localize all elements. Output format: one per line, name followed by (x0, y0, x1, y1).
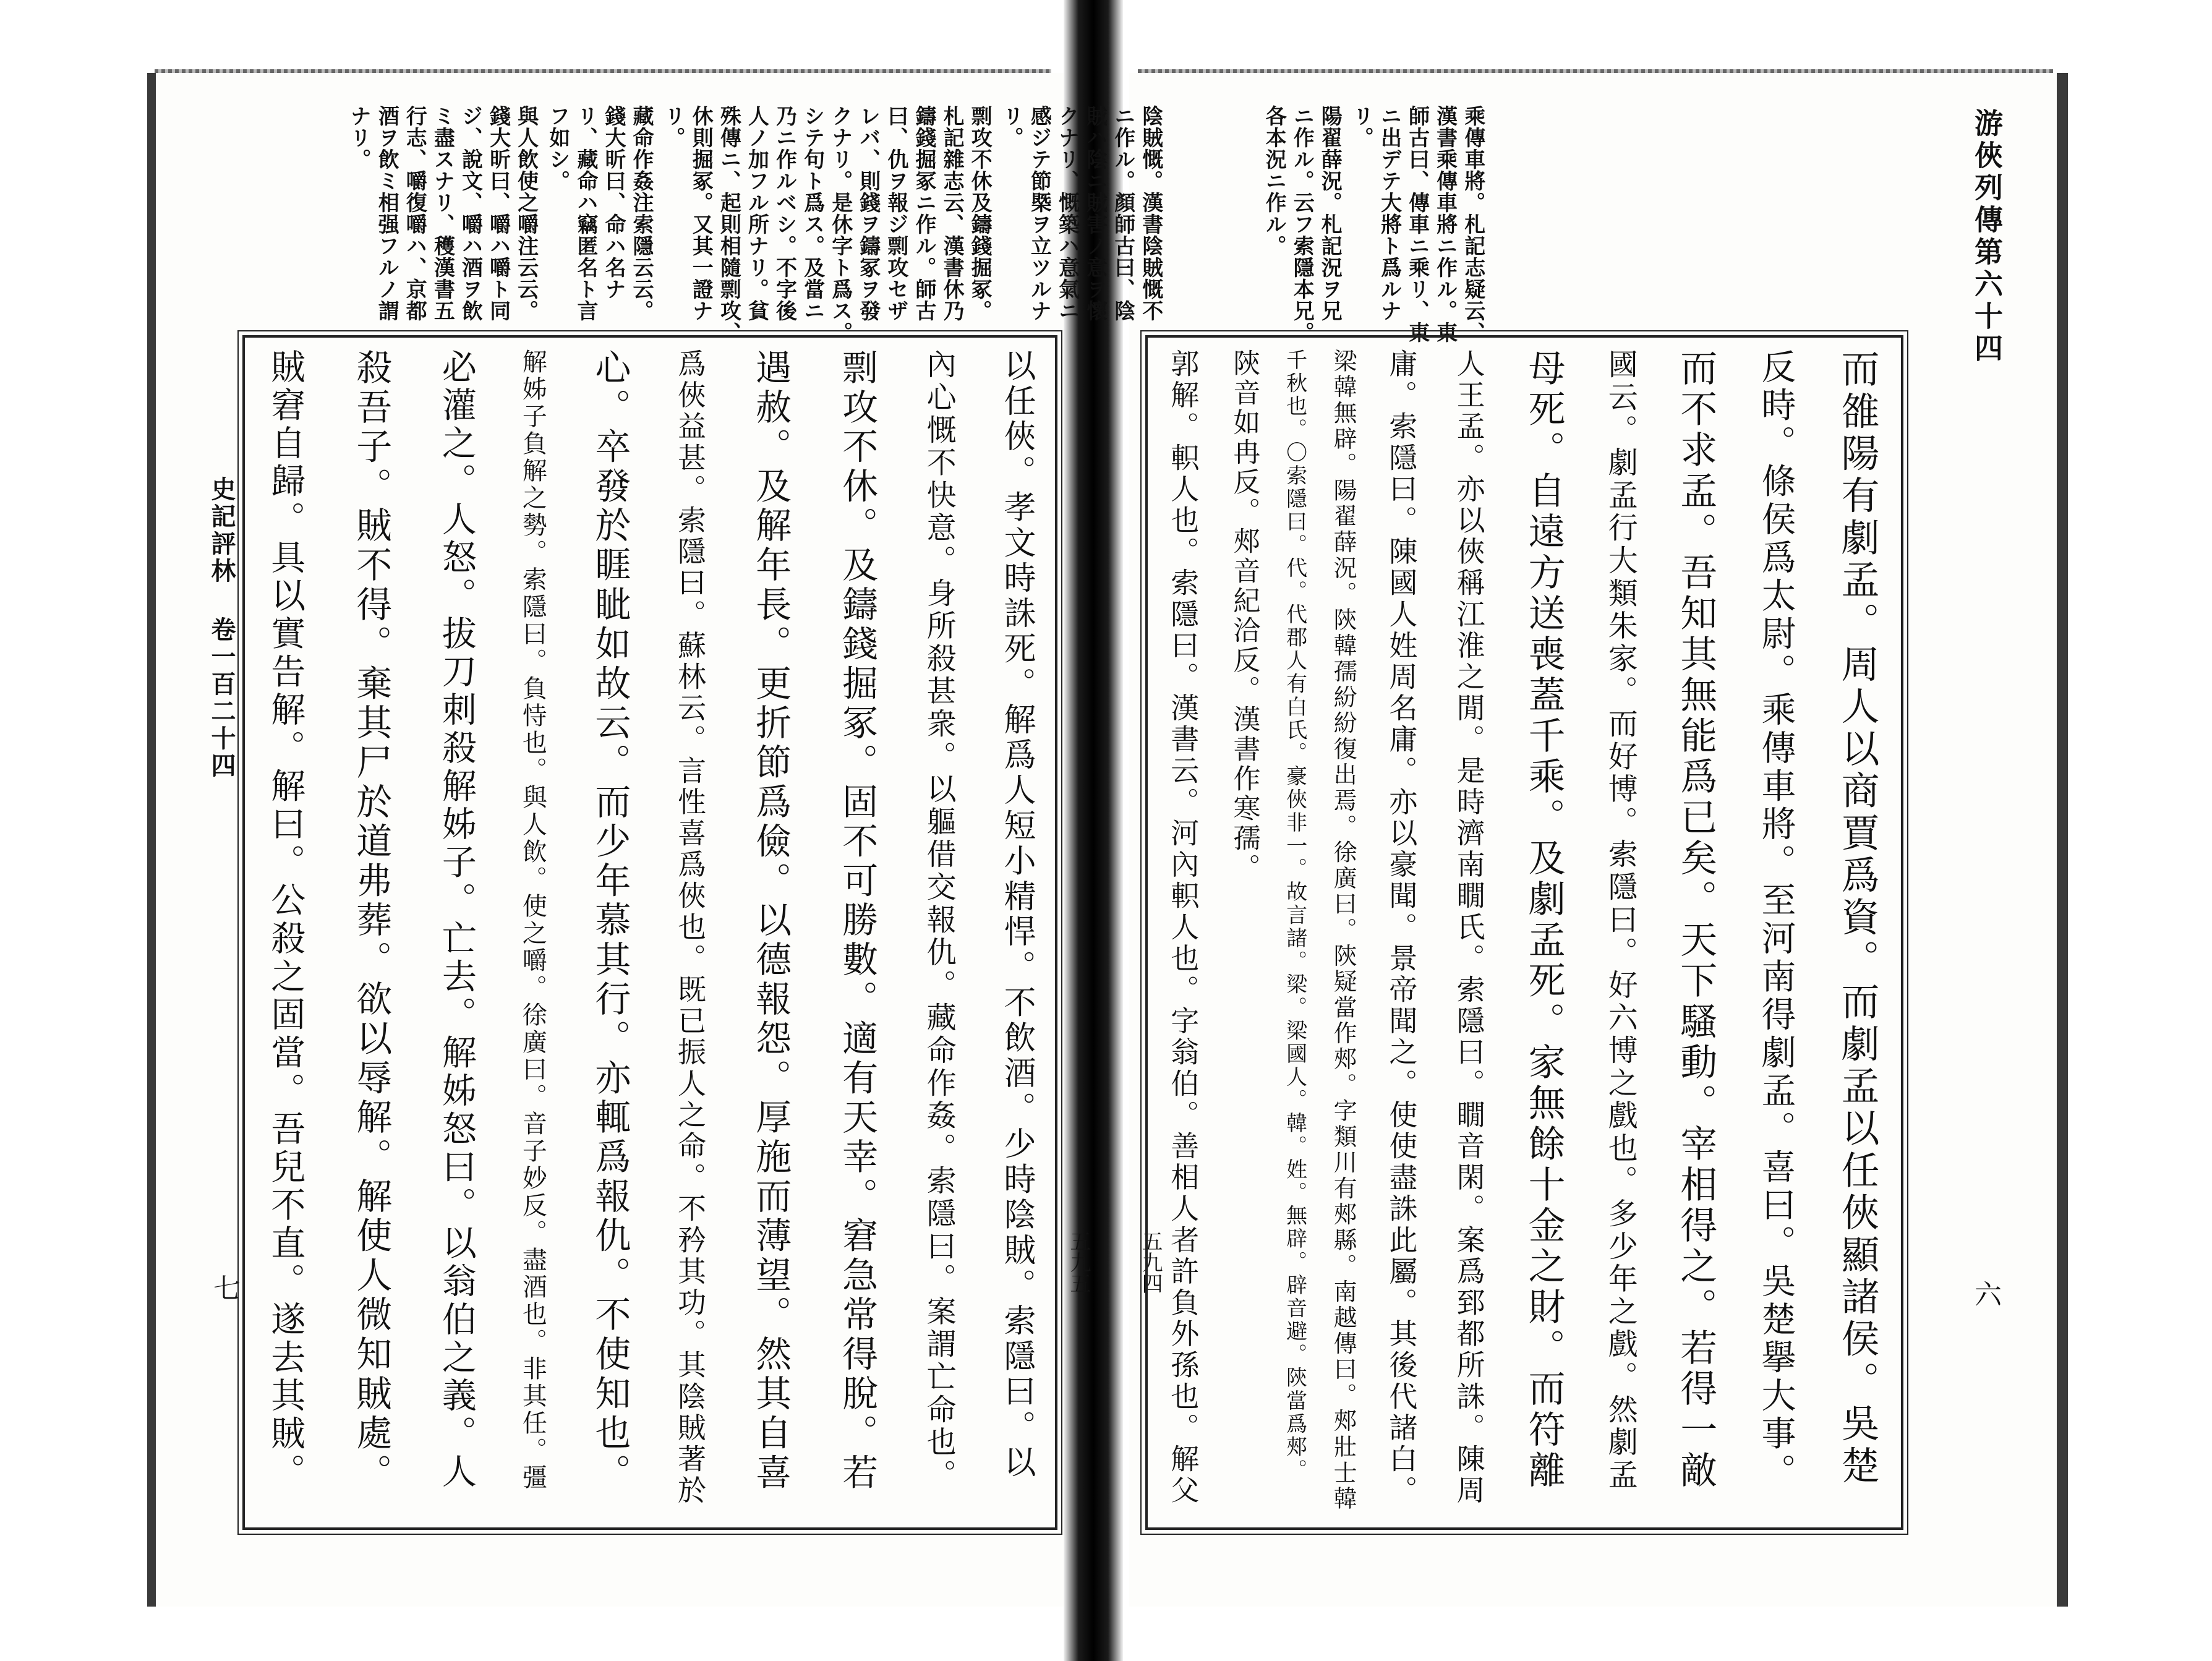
note-line: ニ作ル。云フ索隱本兄。 (1289, 105, 1315, 343)
text-column: 庸。索隱曰。陳國人姓周名庸。亦以豪聞。景帝聞之。使使盡誅此屬。其後代諸白。 (1385, 349, 1419, 1507)
text-column: 郭解。軹人也。索隱曰。漢書云。河內軹人也。字翁伯。善相人者許負外孫也。解父 (1166, 349, 1200, 1507)
page-number-left: 五九五 (1066, 1231, 1091, 1294)
note-line: レバ、則錢ヲ鑄冢ヲ發 (855, 105, 881, 322)
note-line: 漢書乘傳車將ニ作ル。東 (1432, 105, 1458, 343)
text-column: 解姊子負解之勢。索隱曰。負恃也。與人飲。使之嚼。徐廣曰。音子妙反。盡酒也。非其任。彊 (518, 349, 547, 1492)
note-line: 藏命作姦注索隱云云。 (629, 105, 654, 322)
commentary-column: 梁韓無辟。陽翟薛況。陝韓孺紛紛復出焉。徐廣曰。陝疑當作郟。字類川有郟縣。南越傳曰。郟壯士韓 (1330, 349, 1357, 1512)
text-column: 必灌之。人怒。拔刀刺殺解姊子。亡去。解姊怒曰。以翁伯之義。人 (436, 349, 477, 1492)
text-column: 殺吾子。賊不得。棄其尸於道弗葬。欲以辱解。解使人微知賊處。 (350, 349, 393, 1493)
note-line: ニ出デテ大將ト爲ルナ (1377, 105, 1402, 322)
note-line: 陽翟薛況。札記況ヲ兄 (1317, 105, 1343, 322)
text-column: 母死。自遠方送喪蓋千乘。及劇孟死。家無餘十金之財。而符離 (1522, 349, 1566, 1492)
note-line: クナリ。是休字ト爲ス。 (827, 105, 853, 343)
note-line: 錢大昕曰、命ハ名ナ (600, 105, 626, 300)
note-line: 札記雜志云、漢書休乃 (939, 105, 965, 322)
text-column: 心。卒發於睚眦如故云。而少年慕其行。亦輒爲報仇。不使知也。 (589, 349, 631, 1493)
chapter-header: 游俠列傳第六十四 (1970, 108, 2004, 365)
text-column: 爲俠益甚。索隱曰。蘇林云。言性喜爲俠也。既已振人之命。不矜其功。其陰賊著於 (673, 349, 707, 1507)
text-frame-right (1145, 335, 1903, 1530)
note-line: リ。 (1349, 105, 1374, 148)
note-line: リ。 (999, 105, 1024, 148)
note-line: 師古曰、傳車ニ乘リ、東 (1404, 105, 1430, 343)
text-column: 而雒陽有劇孟。周人以商賈爲資。而劇孟以任俠顯諸侯。吳楚 (1834, 349, 1880, 1488)
note-line: 鑄錢掘冢ニ作ル。師古 (911, 105, 936, 322)
top-notes-right (1262, 105, 1485, 343)
note-line: 曰、仇ヲ報ジ剽攻セザ (883, 105, 908, 322)
note-line: ミ盡スナリ、穫漢書五 (430, 105, 455, 322)
text-column: 剽攻不休。及鑄錢掘冢。固不可勝數。適有天幸。窘急常得脫。若 (836, 349, 879, 1493)
note-line: 乃ニ作ルベシ。不字後 (772, 105, 797, 322)
text-column: 賊窘自歸。具以實告解。解曰。公殺之固當。吾兒不直。遂去其賊。 (265, 349, 306, 1492)
text-column: 內心慨不快意。身所殺甚衆。以軀借交報仇。藏命作姦。索隱曰。案謂亡命也。 (921, 349, 957, 1492)
text-column: 反時。條侯爲太尉。乘傳車將。至河南得劇孟。喜曰。吳楚擧大事。 (1756, 349, 1796, 1492)
note-line: ナリ。 (346, 105, 372, 170)
note-line: リ。 (660, 105, 686, 148)
note-line: 陰賊慨。漢書陰賊慨不 (1138, 105, 1163, 322)
page-number-right: 五九四 (1138, 1231, 1163, 1294)
note-line: 剽攻不休及鑄錢掘冢。 (967, 105, 993, 322)
note-line: 行志、嚼復嚼ハ、京都 (402, 105, 427, 322)
note-line: 與人飲使之嚼注云云。 (513, 105, 539, 322)
note-line: ニ作ル。顏師古曰、陰 (1110, 105, 1135, 322)
note-line: 人ノ加フル所ナリ。貧 (744, 105, 769, 322)
text-column: 遇赦。及解年長。更折節爲儉。以德報怨。厚施而薄望。然其自喜 (749, 349, 792, 1493)
note-line: ジ、說文、嚼ハ酒ヲ飲 (458, 105, 483, 322)
folio-left: 七 (208, 1274, 240, 1301)
text-frame-left (242, 335, 1057, 1530)
text-column: 以任俠。孝文時誅死。解爲人短小精悍。不飲酒。少時陰賊。索隱曰。以 (998, 349, 1035, 1481)
note-line: シテ句ト爲ス。及當ニ (800, 105, 825, 322)
commentary-column: 千秋也。〇索隱曰。代。代郡人有白氏。豪俠非一。故言諸。梁。梁國人。韓。姓。無辟。辟音避。陝當爲郟。 (1282, 349, 1307, 1482)
note-line: 錢大昕曰、嚼ハ嚼ト同 (485, 105, 511, 322)
top-notes-left (346, 105, 1163, 343)
note-line: クナリ、慨築ハ意氣ニ (1054, 105, 1080, 322)
note-line: 乘傳車將。札記志疑云、 (1460, 105, 1485, 343)
note-line: リ、藏命ハ竊匿名ト言 (573, 105, 598, 322)
note-line: 酒ヲ飲ミ相强フルノ謂 (374, 105, 399, 322)
book-footer: 史記評林 卷一百二十四 (207, 476, 236, 780)
text-column: 人王孟。亦以俠稱江淮之閒。是時濟南瞯氏。索隱曰。瞯音閑。案爲郅都所誅。陳周 (1452, 349, 1486, 1507)
commentary-column: 陝音如冉反。郟音紀洽反。漢書作寒孺。 (1228, 349, 1260, 883)
note-line: 各本況ニ作ル。 (1262, 105, 1287, 257)
note-line: フ如シ。 (545, 105, 570, 192)
note-line: 賊ハ陰ニ賊害ノ意ヲ懷 (1082, 105, 1108, 322)
note-line: 休則掘冢。又其一證ナ (688, 105, 714, 322)
folio-right: 六 (1970, 1280, 2001, 1307)
note-line: 殊傳ニ、起則相隨剽攻、 (716, 105, 741, 343)
note-line: 感ジテ節槩ヲ立ツルナ (1027, 105, 1052, 322)
text-column: 國云。劇孟行大類朱家。而好博。索隱曰。好六博之戲也。多少年之戲。然劇孟 (1603, 349, 1638, 1492)
text-column: 而不求孟。吾知其無能爲已矣。天下騷動。宰相得之。若得一敵 (1674, 349, 1718, 1492)
